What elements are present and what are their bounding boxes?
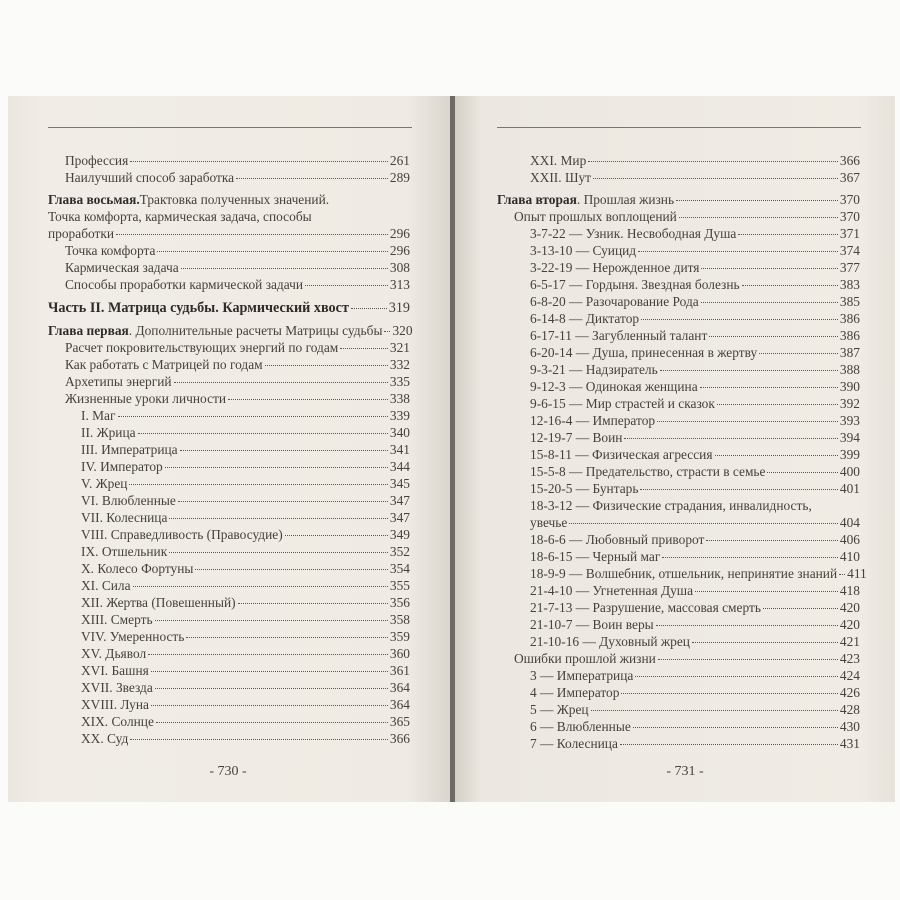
entry-title: VI. Влюбленные [81, 493, 176, 508]
dot-leader [157, 251, 387, 252]
toc-entry [48, 276, 410, 293]
toc-entry [48, 645, 410, 662]
entry-page-number: 411 [847, 566, 867, 581]
entry-heading: Глава первая [48, 323, 129, 338]
toc-entry [497, 446, 860, 463]
entry-page-number: 296 [389, 243, 410, 258]
toc-entry [48, 242, 410, 259]
entry-title: XXII. Шут [530, 170, 592, 185]
entry-title: 15-8-11 — Физическая агрессия [530, 447, 713, 462]
dot-leader [186, 637, 388, 638]
entry-page-number: 430 [839, 719, 860, 734]
entry-title: 21-7-13 — Разрушение, массовая смерть [530, 600, 761, 615]
entry-title: XX. Суд [81, 731, 129, 746]
entry-title: XVI. Башня [81, 663, 149, 678]
entry-title: II. Жрица [81, 425, 136, 440]
entry-page-number: 390 [839, 379, 860, 394]
toc-entry [497, 548, 860, 565]
dot-leader [588, 161, 838, 162]
entry-title: 7 — Колесница [530, 736, 618, 751]
toc-entry [48, 611, 410, 628]
toc-entry [48, 713, 410, 730]
dot-leader [692, 642, 838, 643]
toc-entry [48, 662, 410, 679]
entry-title: 18-6-15 — Черный маг [530, 549, 661, 564]
dot-leader [641, 319, 838, 320]
dot-leader [569, 523, 838, 524]
entry-title: Ошибки прошлой жизни [514, 651, 656, 666]
entry-page-number: 404 [839, 515, 860, 530]
entry-page-number: 364 [389, 680, 410, 695]
toc-entry [48, 208, 410, 225]
entry-page-number: 308 [389, 260, 410, 275]
dot-leader [340, 348, 388, 349]
entry-page-number: 399 [839, 447, 860, 462]
dot-leader [181, 268, 388, 269]
toc-entry [48, 259, 410, 276]
dot-leader [700, 387, 838, 388]
entry-page-number: 383 [839, 277, 860, 292]
dot-leader [767, 472, 837, 473]
dot-leader [118, 416, 388, 417]
toc-entry [497, 616, 860, 633]
toc-entry [497, 276, 860, 293]
dot-leader [130, 739, 388, 740]
entry-page-number: 418 [839, 583, 860, 598]
page-number: - 731 - [666, 764, 704, 779]
toc-entry [48, 696, 410, 713]
table-of-contents [497, 152, 867, 752]
toc-entry [48, 339, 410, 356]
dot-leader [657, 421, 838, 422]
toc-entry [497, 718, 860, 735]
entry-title: 3-13-10 — Суицид [530, 243, 637, 258]
entry-title: X. Колесо Фортуны [81, 561, 194, 576]
toc-entry [48, 475, 410, 492]
entry-page-number: 338 [389, 391, 410, 406]
entry-title: 18-9-9 — Волшебник, отшельник, непринятие знаний [530, 566, 838, 581]
entry-page-number: 387 [839, 345, 860, 360]
entry-page-number: 349 [389, 527, 410, 542]
dot-leader [151, 705, 388, 706]
dot-leader [591, 710, 838, 711]
dot-leader [156, 722, 388, 723]
entry-title: IX. Отшельник [81, 544, 168, 559]
entry-page-number: 424 [839, 668, 860, 683]
entry-page-number: 423 [839, 651, 860, 666]
dot-leader [656, 625, 838, 626]
dot-leader [624, 438, 837, 439]
dot-leader [305, 285, 388, 286]
entry-title: 3-22-19 — Нерожденное дитя [530, 260, 700, 275]
entry-title: XIX. Солнце [81, 714, 154, 729]
toc-entry [497, 169, 860, 186]
entry-title: Опыт прошлых воплощений [514, 209, 677, 224]
entry-page-number: 374 [839, 243, 860, 258]
right-page [455, 96, 895, 802]
entry-title: . Прошлая жизнь [576, 192, 675, 207]
entry-page-number: 400 [839, 464, 860, 479]
dot-leader [759, 353, 838, 354]
entry-page-number: 392 [839, 396, 860, 411]
entry-title: XXI. Мир [530, 153, 587, 168]
dot-leader [738, 234, 838, 235]
entry-title: Способы проработки кармической задачи [65, 277, 304, 292]
toc-entry [48, 560, 410, 577]
entry-title: 18-6-6 — Любовный приворот [530, 532, 705, 547]
dot-leader [635, 676, 838, 677]
dot-leader [717, 404, 838, 405]
toc-entry [497, 344, 860, 361]
dot-leader [116, 234, 388, 235]
entry-page-number: 428 [839, 702, 860, 717]
entry-page-number: 420 [839, 617, 860, 632]
toc-entry [497, 293, 860, 310]
toc-entry [48, 492, 410, 509]
entry-page-number: 313 [389, 277, 410, 292]
dot-leader [633, 727, 838, 728]
toc-entry [48, 594, 410, 611]
entry-title: Расчет покровительствующих энергий по годам [65, 340, 339, 355]
toc-entry [497, 735, 860, 752]
toc-entry [497, 429, 860, 446]
entry-heading: Глава вторая [497, 192, 577, 207]
entry-title: 6-8-20 — Разочарование Рода [530, 294, 699, 309]
entry-title: Жизненные уроки личности [65, 391, 227, 406]
left-page [8, 96, 452, 802]
entry-heading: Часть II. Матрица судьбы. Кармический хвост [48, 300, 349, 316]
entry-page-number: 345 [389, 476, 410, 491]
toc-entry [497, 378, 860, 395]
entry-title: 6 — Влюбленные [530, 719, 631, 734]
entry-title: проработки [48, 226, 115, 241]
toc-entry [48, 300, 410, 317]
entry-title: 21-4-10 — Угнетенная Душа [530, 583, 694, 598]
dot-leader [129, 484, 387, 485]
dot-leader [679, 217, 838, 218]
toc-entry [48, 373, 410, 390]
dot-leader [265, 365, 388, 366]
entry-title: Точка комфорта, кармическая задача, способы [48, 209, 312, 224]
entry-page-number: 420 [839, 600, 860, 615]
dot-leader [238, 603, 388, 604]
toc-entry [497, 701, 860, 718]
toc-entry [497, 310, 860, 327]
entry-title: 6-5-17 — Гордыня. Звездная болезнь [530, 277, 740, 292]
entry-page-number: 386 [839, 311, 860, 326]
toc-entry [48, 730, 410, 747]
entry-title: 9-6-15 — Мир страстей и сказок [530, 396, 715, 411]
entry-page-number: 355 [389, 578, 410, 593]
toc-entry [497, 361, 860, 378]
entry-page-number: 320 [392, 323, 413, 338]
dot-leader [620, 744, 838, 745]
entry-title: 4 — Император [530, 685, 620, 700]
dot-leader [706, 540, 838, 541]
toc-entry [48, 191, 410, 208]
entry-page-number: 347 [389, 493, 410, 508]
dot-leader [701, 302, 838, 303]
entry-page-number: 347 [389, 510, 410, 525]
header-rule [48, 127, 412, 128]
entry-title: 12-16-4 — Император [530, 413, 656, 428]
entry-title: XVII. Звезда [81, 680, 153, 695]
dot-leader [169, 552, 388, 553]
dot-leader [180, 450, 388, 451]
dot-leader [695, 591, 838, 592]
entry-page-number: 358 [389, 612, 410, 627]
entry-page-number: 393 [839, 413, 860, 428]
toc-entry [497, 208, 860, 225]
dot-leader [174, 382, 388, 383]
dot-leader [763, 608, 838, 609]
entry-page-number: 366 [389, 731, 410, 746]
toc-entry [48, 322, 413, 339]
entry-title: . Дополнительные расчеты Матрицы судьбы [128, 323, 383, 338]
dot-leader [130, 161, 388, 162]
entry-title: 6-20-14 — Душа, принесенная в жертву [530, 345, 758, 360]
toc-entry [497, 225, 860, 242]
entry-title: XII. Жертва (Повешенный) [81, 595, 236, 610]
toc-entry [48, 577, 410, 594]
dot-leader [151, 671, 388, 672]
toc-entry [497, 327, 860, 344]
dot-leader [155, 620, 388, 621]
dot-leader [155, 688, 388, 689]
toc-entry [497, 684, 860, 701]
page-number: - 730 - [209, 764, 247, 779]
dot-leader [742, 285, 838, 286]
entry-title: 12-19-7 — Воин [530, 430, 623, 445]
entry-title: Трактовка полученных значений. [139, 192, 330, 207]
toc-entry [48, 509, 410, 526]
toc-entry [48, 424, 410, 441]
dot-leader [658, 659, 838, 660]
toc-entry [48, 543, 410, 560]
toc-entry [48, 458, 410, 475]
toc-entry [497, 633, 860, 650]
entry-page-number: 335 [389, 374, 410, 389]
entry-title: V. Жрец [81, 476, 128, 491]
entry-page-number: 319 [388, 300, 410, 316]
toc-entry [48, 407, 410, 424]
entry-page-number: 296 [389, 226, 410, 241]
entry-page-number: 406 [839, 532, 860, 547]
entry-page-number: 370 [839, 192, 860, 207]
entry-title: XIII. Смерть [81, 612, 153, 627]
entry-title: IV. Император [81, 459, 163, 474]
entry-title: 15-20-5 — Бунтарь [530, 481, 639, 496]
toc-entry [497, 650, 860, 667]
entry-page-number: 341 [389, 442, 410, 457]
entry-title: 3-7-22 — Узник. Несвободная Душа [530, 226, 737, 241]
entry-page-number: 410 [839, 549, 860, 564]
dot-leader [228, 399, 388, 400]
table-of-contents [48, 152, 413, 747]
entry-page-number: 386 [839, 328, 860, 343]
entry-page-number: 332 [389, 357, 410, 372]
dot-leader [621, 693, 838, 694]
entry-title: VIV. Умеренность [81, 629, 185, 644]
toc-entry [48, 390, 410, 407]
entry-page-number: 354 [389, 561, 410, 576]
entry-page-number: 364 [389, 697, 410, 712]
entry-title: 5 — Жрец [530, 702, 589, 717]
dot-leader [195, 569, 387, 570]
dot-leader [384, 331, 390, 332]
entry-title: Как работать с Матрицей по годам [65, 357, 263, 372]
entry-title: Архетипы энергий [65, 374, 172, 389]
dot-leader [593, 178, 838, 179]
toc-entry [48, 628, 410, 645]
toc-entry [497, 191, 860, 208]
toc-entry [48, 225, 410, 242]
toc-entry [497, 667, 860, 684]
dot-leader [133, 586, 388, 587]
dot-leader [178, 501, 388, 502]
entry-page-number: 360 [389, 646, 410, 661]
entry-title: Кармическая задача [65, 260, 179, 275]
dot-leader [169, 518, 387, 519]
entry-title: 3 — Императрица [530, 668, 634, 683]
dot-leader [640, 489, 837, 490]
toc-entry [48, 526, 410, 543]
entry-page-number: 370 [839, 209, 860, 224]
entry-page-number: 365 [389, 714, 410, 729]
toc-entry [497, 582, 860, 599]
entry-page-number: 366 [839, 153, 860, 168]
dot-leader [148, 654, 388, 655]
entry-heading: Глава восьмая. [48, 192, 140, 207]
entry-title: увечье [530, 515, 568, 530]
header-rule [497, 127, 861, 128]
entry-page-number: 289 [389, 170, 410, 185]
entry-title: Наилучший способ заработка [65, 170, 235, 185]
dot-leader [638, 251, 838, 252]
dot-leader [715, 455, 838, 456]
entry-title: VIII. Справедливость (Правосудие) [81, 527, 283, 542]
entry-page-number: 421 [839, 634, 860, 649]
entry-page-number: 431 [839, 736, 860, 751]
entry-page-number: 367 [839, 170, 860, 185]
toc-entry [497, 531, 860, 548]
toc-entry [497, 259, 860, 276]
entry-title: Точка комфорта [65, 243, 156, 258]
entry-title: XI. Сила [81, 578, 131, 593]
toc-entry [497, 497, 860, 514]
entry-page-number: 371 [839, 226, 860, 241]
toc-entry [497, 412, 860, 429]
entry-page-number: 359 [389, 629, 410, 644]
entry-page-number: 261 [389, 153, 410, 168]
entry-page-number: 344 [389, 459, 410, 474]
dot-leader [676, 200, 838, 201]
entry-page-number: 356 [389, 595, 410, 610]
entry-title: XV. Дьявол [81, 646, 147, 661]
entry-page-number: 385 [839, 294, 860, 309]
entry-title: VII. Колесница [81, 510, 168, 525]
toc-entry [497, 242, 860, 259]
toc-entry [497, 463, 860, 480]
entry-title: XVIII. Луна [81, 697, 149, 712]
entry-title: 18-3-12 — Физические страдания, инвалидность, [530, 498, 812, 513]
entry-page-number: 339 [389, 408, 410, 423]
toc-entry [497, 480, 860, 497]
dot-leader [236, 178, 388, 179]
dot-leader [709, 336, 838, 337]
entry-title: Профессия [65, 153, 129, 168]
dot-leader [138, 433, 388, 434]
toc-entry [48, 441, 410, 458]
entry-title: III. Императрица [81, 442, 178, 457]
dot-leader [701, 268, 837, 269]
entry-page-number: 321 [389, 340, 410, 355]
toc-entry [497, 514, 860, 531]
entry-title: I. Маг [81, 408, 116, 423]
entry-page-number: 340 [389, 425, 410, 440]
dot-leader [660, 370, 838, 371]
toc-entry [497, 565, 867, 582]
entry-page-number: 394 [839, 430, 860, 445]
toc-entry [48, 679, 410, 696]
toc-entry [497, 599, 860, 616]
entry-title: 21-10-16 — Духовный жрец [530, 634, 690, 649]
entry-title: 9-3-21 — Надзиратель [530, 362, 658, 377]
dot-leader [839, 574, 845, 575]
toc-entry [497, 395, 860, 412]
entry-title: 6-14-8 — Диктатор [530, 311, 640, 326]
entry-title: 15-5-8 — Предательство, страсти в семье [530, 464, 766, 479]
dot-leader [285, 535, 388, 536]
toc-entry [497, 152, 860, 169]
dot-leader [662, 557, 838, 558]
entry-title: 21-10-7 — Воин веры [530, 617, 654, 632]
entry-page-number: 388 [839, 362, 860, 377]
entry-page-number: 377 [839, 260, 860, 275]
entry-title: 6-17-11 — Загубленный талант [530, 328, 708, 343]
toc-entry [48, 152, 410, 169]
dot-leader [165, 467, 388, 468]
entry-page-number: 361 [389, 663, 410, 678]
toc-entry [48, 356, 410, 373]
entry-title: 9-12-3 — Одинокая женщина [530, 379, 698, 394]
toc-entry [48, 169, 410, 186]
entry-page-number: 401 [839, 481, 860, 496]
entry-page-number: 352 [389, 544, 410, 559]
dot-leader [351, 308, 387, 309]
entry-page-number: 426 [839, 685, 860, 700]
